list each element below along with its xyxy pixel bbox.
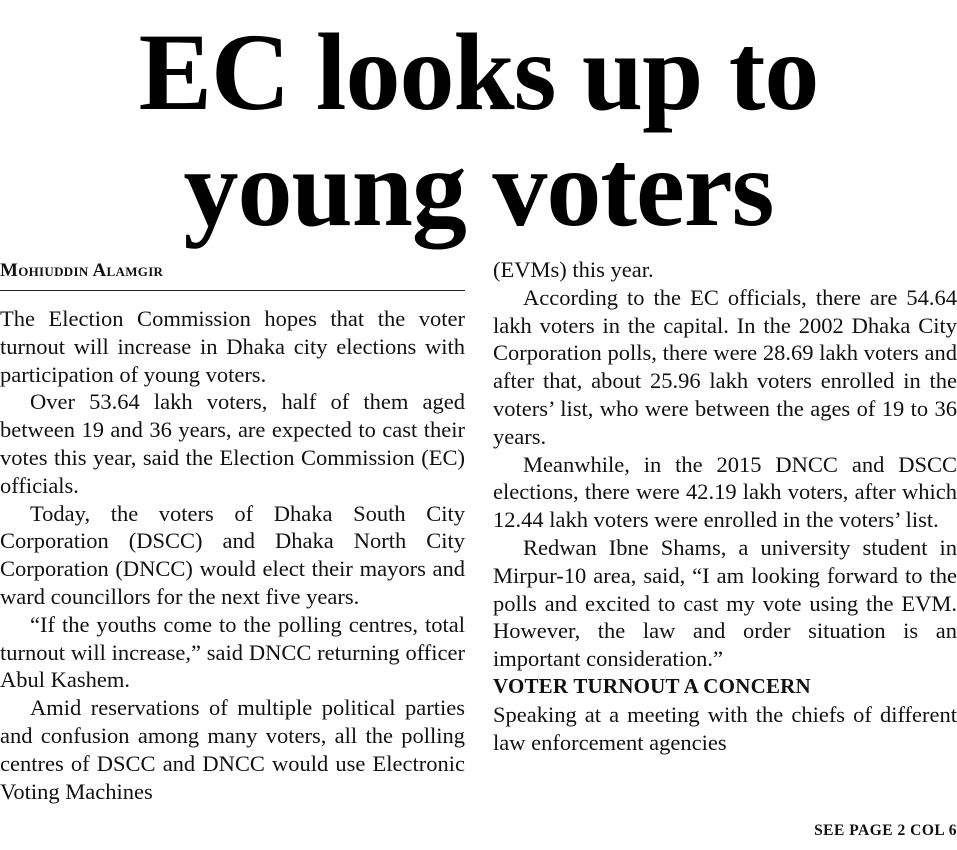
paragraph: Redwan Ibne Shams, a university student in Mirpur-10 area, said, “I am looking forward to the polls and excited to cast my vote using the EVM. However, the law and order situation is an important consideration.” bbox=[493, 534, 957, 672]
paragraph: Meanwhile, in the 2015 DNCC and DSCC elections, there were 42.19 lakh voters, after which 12.44 lakh voters were enrolled in the voters’ list. bbox=[493, 451, 957, 533]
headline-line-1: EC looks up to bbox=[138, 11, 819, 133]
article-column-right bbox=[493, 256, 957, 756]
paragraph: The Election Commission hopes that the voter turnout will increase in Dhaka city elections with participation of young voters. bbox=[0, 306, 465, 387]
continued-on-page-label: SEE PAGE 2 COL 6 bbox=[814, 822, 957, 839]
paragraph: According to the EC officials, there are 54.64 lakh voters in the capital. In the 2002 Dhaka City Corporation polls, there were 28.69 lakh voters and after that, about 25.96 lakh voters enrolled in the voters’ list, who were between the ages of 19 to 36 years. bbox=[493, 284, 957, 449]
headline bbox=[0, 11, 957, 249]
subheading: VOTER TURNOUT A CONCERN bbox=[493, 673, 811, 698]
byline: Mohiuddin Alamgir bbox=[0, 256, 465, 291]
paragraph: Amid reservations of multiple political parties and confusion among many voters, all the polling centres of DSCC and DNCC would use Electronic Voting Machines bbox=[0, 695, 465, 804]
paragraph: Today, the voters of Dhaka South City Corporation (DSCC) and Dhaka North City Corporation (DNCC) would elect their mayors and ward councillors for the next five years. bbox=[0, 500, 465, 609]
paragraph: Over 53.64 lakh voters, half of them aged between 19 and 36 years, are expected to cast their votes this year, said the Election Commission (EC) officials. bbox=[0, 389, 465, 498]
article-column-left bbox=[0, 256, 465, 805]
paragraph: “If the youths come to the polling centres, total turnout will increase,” said DNCC returning officer Abul Kashem. bbox=[0, 611, 465, 693]
headline-line-2: young voters bbox=[183, 127, 774, 249]
paragraph: Speaking at a meeting with the chiefs of different law enforcement agencies bbox=[493, 701, 957, 755]
paragraph-continuation: (EVMs) this year. bbox=[493, 257, 654, 282]
